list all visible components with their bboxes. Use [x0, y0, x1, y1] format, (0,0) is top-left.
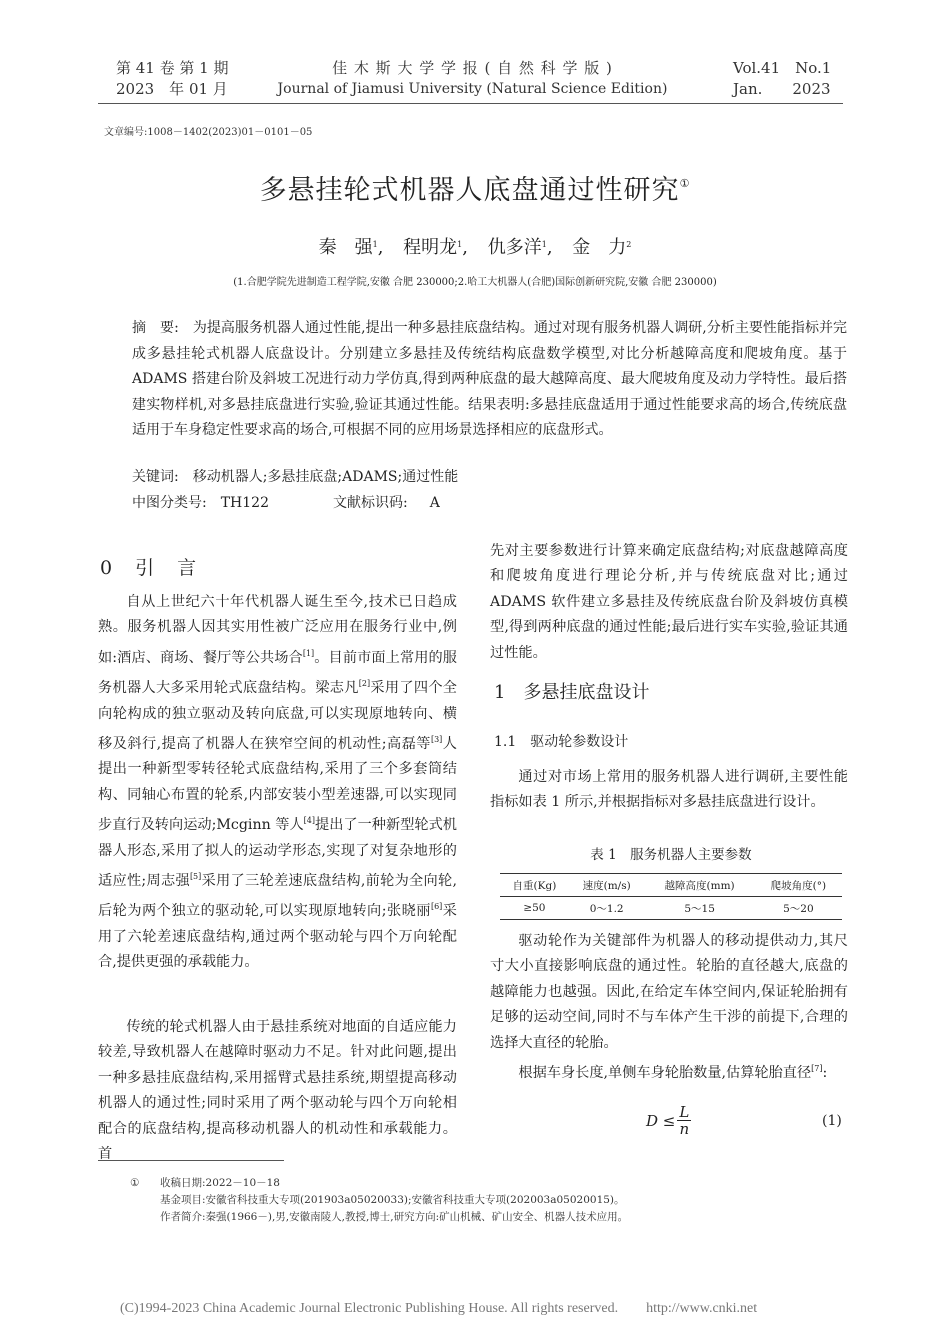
equation-1 — [646, 1104, 691, 1137]
citation-ref: [5] — [189, 872, 202, 882]
header-vol-block — [733, 58, 843, 100]
table-header-cell: 越障高度(mm) — [644, 874, 754, 897]
header-month: Jan. 2023 — [733, 80, 831, 98]
table-cell: 5～15 — [644, 897, 754, 920]
abstract-label: 摘 要: — [132, 320, 179, 336]
keywords — [132, 465, 847, 491]
header-journal-en: Journal of Jiamusi University (Natural Science Edition) — [277, 81, 668, 97]
title-footnote-mark: ① — [679, 177, 691, 190]
right-paragraph-2: 驱动轮作为关键部件为机器人的移动提供动力,其尺寸大小直接影响底盘的通过性。轮胎的直径越大,底盘的越障能力也越强。因此,在给定车体空间内,保证轮胎拥有足够的运动空间,同时不与车体产生干涉的前提下,合理的选择大直径的轮胎。 — [490, 933, 848, 1051]
table-cell: ≥50 — [500, 897, 569, 920]
header-rule — [98, 103, 843, 104]
table-cell: 0～1.2 — [569, 897, 645, 920]
footnote-mark: ① — [130, 1177, 140, 1189]
parameter-table — [500, 873, 842, 920]
header-journal-block — [270, 58, 675, 100]
text-run: 提出了一种新型轮式机器人形态,采用了拟人的运动学形态,实现了对复杂地形的适应性;周志强 — [98, 817, 457, 890]
equation-number: (1) — [822, 1113, 842, 1129]
footnote-fund: 基金项目:安徽省科技重大专项(201903a05020033);安徽省科技重大专项(202003a05020015)。 — [160, 1194, 625, 1206]
equation-denominator: n — [679, 1120, 690, 1138]
text-run: 根据车身长度,单侧车身轮胎数量,估算轮胎直径 — [518, 1065, 812, 1081]
author-affiliation-mark: 1 — [372, 240, 378, 249]
subsection-heading-1-1: 1.1 驱动轮参数设计 — [494, 734, 629, 750]
table-header-cell: 速度(m/s) — [569, 874, 645, 897]
text-run: 人提出一种新型零转径轮式底盘结构,采用了三个多套筒结构、同轴心布置的轮系,内部安装小型差速器,可以实现同步直行及转向运动;Mcginn 等人 — [98, 736, 457, 834]
header-vol: Vol.41 No.1 — [733, 59, 832, 77]
table-header-cell: 爬坡角度(°) — [755, 874, 842, 897]
abstract — [132, 316, 847, 444]
text-run: 采用了四个全向轮构成的独立驱动及转向底盘,可以实现原地转向、横移及斜行,提高了机器人在狭窄空间的机动性;高磊等 — [98, 680, 457, 753]
table-header-cell: 自重(Kg) — [500, 874, 569, 897]
affiliations: (1.合肥学院先进制造工程学院,安徽 合肥 230000;2.哈工大机器人(合肥)国际创新研究院,安徽 合肥 230000) — [233, 277, 717, 288]
doc-code-label: 文献标识码: — [333, 495, 408, 511]
citation-ref: [2] — [358, 679, 371, 689]
citation-ref: [1] — [302, 648, 315, 658]
header-issue-block — [116, 58, 228, 100]
clc-value: TH122 — [220, 495, 269, 511]
header-journal-cn: 佳 木 斯 大 学 学 报 ( 自 然 科 学 版 ) — [332, 59, 613, 77]
right-paragraph-continued: 先对主要参数进行计算来确定底盘结构;对底盘越障高度和爬坡角度进行理论分析,并与传统底盘对比;通过 ADAMS 软件建立多悬挂及传统底盘台阶及斜坡仿真模型,得到两种底盘的通过性能;最后进行实车实验,验证其通过性能。 — [490, 543, 848, 661]
doc-code-value: A — [429, 495, 440, 511]
table-cell: 5～20 — [755, 897, 842, 920]
section-heading-1: 1 多悬挂底盘设计 — [494, 682, 650, 703]
text-run: 采用了三轮差速底盘结构,前轮为全向轮,后轮为两个独立的驱动轮,可以实现原地转向;张晓丽 — [98, 873, 457, 920]
article-number: 文章编号:1008－1402(2023)01－0101－05 — [104, 127, 313, 138]
footnote-author: 作者简介:秦强(1966－),男,安徽南陵人,教授,博士,研究方向:矿山机械、矿山安全、机器人技术应用。 — [160, 1211, 629, 1223]
author-list: 秦 强$^1$, 程明龙$^1$, 仇多洋$^1$, 金 力$^2$ — [318, 237, 632, 258]
author-affiliation-mark: 1 — [541, 240, 547, 249]
text-run: : — [822, 1065, 828, 1081]
header-issue: 第 41 卷 第 1 期 — [116, 59, 229, 77]
classification — [132, 491, 847, 517]
table-header-row — [500, 874, 842, 897]
intro-paragraph-2: 传统的轮式机器人由于悬挂系统对地面的自适应能力较差,导致机器人在越障时驱动力不足。针对此问题,提出一种多悬挂底盘结构,采用摇臂式悬挂系统,期望提高移动机器人的通过性;同时采用了两个驱动轮与四个万向轮相配合的底盘结构,提高移动机器人的机动性和承载能力。首 — [98, 1019, 457, 1163]
citation-ref: [6] — [430, 902, 443, 912]
table-caption: 表 1 服务机器人主要参数 — [590, 847, 752, 863]
author-name: 程明龙 — [403, 237, 458, 258]
equation-lhs: D ≤ — [646, 1111, 676, 1130]
clc-label: 中图分类号: — [132, 495, 207, 511]
author-name: 仇多洋 — [487, 237, 542, 258]
text-run: 自从上世纪六十年代机器人诞生至今,技术已日趋成熟。服务机器人因其实用性被广泛应用在服务行业中,例如:酒店、商场、餐厅等公共场合 — [98, 594, 457, 666]
abstract-text: 为提高服务机器人通过性能,提出一种多悬挂底盘结构。通过对现有服务机器人调研,分析主要性能指标并完成多悬挂轮式机器人底盘设计。分别建立多悬挂及传统结构底盘数学模型,对比分析越障高度和爬坡角度。基于 ADAMS 搭建台阶及斜坡工况进行动力学仿真,得到两种底盘的最大越障高度、最大爬坡角度及动力学特性。最后搭建实物样机,对多悬挂底盘进行实验,验证其通过性能。结果表明:多悬挂底盘适用于通过性能要求高的场合,传统底盘适用于车身稳定性要求高的场合,可根据不同的应用场景选择相应的底盘形式。 — [132, 320, 848, 438]
keywords-label: 关键词: — [132, 469, 179, 485]
equation-fraction — [677, 1104, 691, 1137]
section-heading-intro: 0 引 言 — [100, 557, 199, 579]
citation-ref: [4] — [303, 816, 315, 826]
text-run: 。目前市面上常用的服务机器人大多采用轮式底盘结构。梁志凡 — [98, 649, 457, 697]
author-name: 金 力 — [572, 237, 627, 258]
header-date: 2023 年 01 月 — [116, 80, 228, 98]
author-affiliation-mark: 2 — [626, 240, 632, 249]
equation-numerator: L — [679, 1103, 690, 1121]
author-name: 秦 强 — [318, 237, 373, 258]
citation-ref: [7] — [811, 1064, 823, 1073]
copyright-line: (C)1994-2023 China Academic Journal Electronic Publishing House. All rights reserved. http://www.cnki.net — [120, 1301, 758, 1316]
author-affiliation-mark: 1 — [457, 240, 463, 249]
title-text: 多悬挂轮式机器人底盘通过性研究 — [259, 175, 680, 206]
text-run: 采用了六轮差速底盘结构,通过两个驱动轮与四个万向轮配合,提供更强的承载能力。 — [98, 903, 457, 971]
intro-paragraph-1 — [98, 590, 457, 976]
right-paragraph-1: 通过对市场上常用的服务机器人进行调研,主要性能指标如表 1 所示,并根据指标对多悬挂底盘进行设计。 — [490, 769, 848, 811]
keywords-text: 移动机器人;多悬挂底盘;ADAMS;通过性能 — [192, 469, 459, 485]
table-row — [500, 897, 842, 920]
citation-ref: [3] — [430, 735, 443, 745]
right-paragraph-3 — [490, 1056, 848, 1086]
paper-title — [0, 168, 950, 207]
footnote-rule — [98, 1160, 284, 1161]
footnote-received: 收稿日期:2022－10－18 — [160, 1177, 280, 1189]
